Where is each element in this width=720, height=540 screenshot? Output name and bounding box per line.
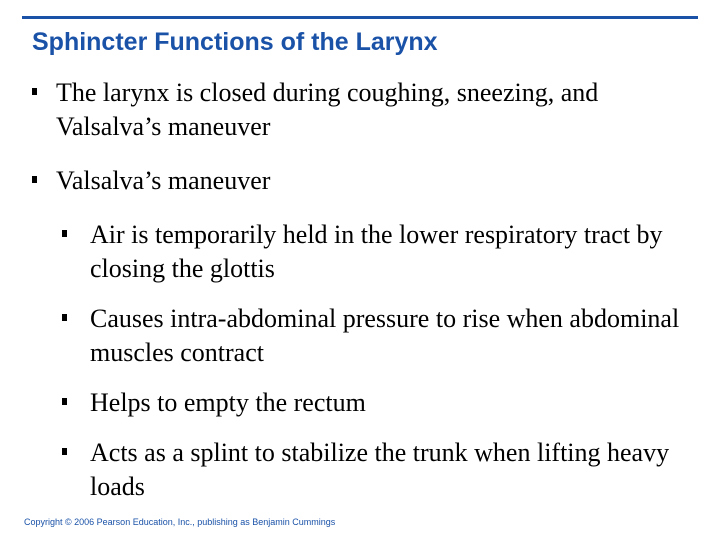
square-bullet-icon xyxy=(62,314,67,321)
square-bullet-icon xyxy=(32,176,37,183)
title-rule xyxy=(22,16,698,19)
sub-bullet-text: Causes intra-abdominal pressure to rise when abdominal muscles contract xyxy=(90,304,680,367)
copyright-footer: Copyright © 2006 Pearson Education, Inc., publishing as Benjamin Cummings xyxy=(24,517,336,527)
square-bullet-icon xyxy=(62,230,67,237)
sub-bullet-item xyxy=(62,386,692,420)
square-bullet-icon xyxy=(32,88,37,95)
bullet-text: Valsalva’s maneuver xyxy=(56,166,271,195)
slide-title: Sphincter Functions of the Larynx xyxy=(32,28,438,56)
sub-bullet-item xyxy=(62,302,692,370)
square-bullet-icon xyxy=(62,448,67,455)
bullet-text: The larynx is closed during coughing, sneezing, and Valsalva’s maneuver xyxy=(56,78,599,141)
sub-bullet-item xyxy=(62,436,692,504)
sub-bullet-text: Acts as a splint to stabilize the trunk when lifting heavy loads xyxy=(90,438,670,501)
sub-bullet-text: Air is temporarily held in the lower respiratory tract by closing the glottis xyxy=(90,220,663,283)
sub-bullet-item xyxy=(62,218,692,286)
bullet-item xyxy=(32,164,692,198)
bullet-item xyxy=(32,76,692,144)
square-bullet-icon xyxy=(62,398,67,405)
sub-bullet-text: Helps to empty the rectum xyxy=(90,388,366,417)
